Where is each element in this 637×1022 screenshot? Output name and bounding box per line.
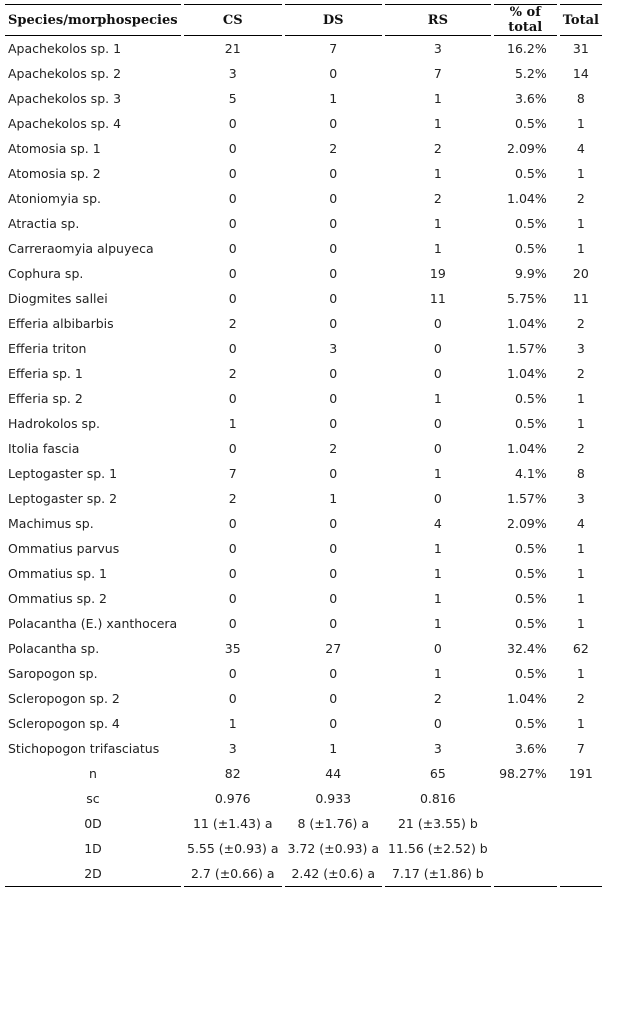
cell-species: Apachekolos sp. 2 <box>8 66 122 81</box>
cell-species: Ommatius parvus <box>8 541 120 556</box>
cell-rs: 7.17 (±1.86) b <box>385 861 491 887</box>
species-table <box>2 4 605 887</box>
cell-cs: 0 <box>228 291 237 306</box>
cell-ds: 0 <box>329 516 338 531</box>
cell-ds: 7 <box>329 41 338 56</box>
table-row <box>5 286 602 311</box>
cell-total: 2 <box>576 316 585 331</box>
cell-species: Scleropogon sp. 2 <box>8 691 120 706</box>
cell-species: Apachekolos sp. 3 <box>8 91 122 106</box>
cell-species: Carreraomyia alpuyeca <box>8 241 154 256</box>
table-row <box>5 436 602 461</box>
cell-species: Cophura sp. <box>8 266 84 281</box>
header-cs: CS <box>184 4 282 36</box>
cell-rs: 1 <box>433 241 442 256</box>
cell-rs: 0 <box>433 716 442 731</box>
cell-total: 1 <box>576 566 585 581</box>
cell-species: Efferia albibarbis <box>8 316 114 331</box>
cell-rs: 0.816 <box>419 791 456 806</box>
cell-cs: 0 <box>228 266 237 281</box>
cell-cs: 0 <box>228 116 237 131</box>
cell-total: 1 <box>576 616 585 631</box>
cell-ds: 0 <box>329 166 338 181</box>
cell-species: Hadrokolos sp. <box>8 416 100 431</box>
cell-species: Scleropogon sp. 4 <box>8 716 120 731</box>
cell-species: Efferia triton <box>8 341 87 356</box>
summary-row <box>5 761 602 786</box>
cell-total: 3 <box>576 341 585 356</box>
cell-cs: 82 <box>224 766 241 781</box>
cell-ds: 0 <box>329 366 338 381</box>
cell-total: 7 <box>576 741 585 756</box>
cell-ds: 0 <box>329 266 338 281</box>
header-species: Species/morphospecies <box>5 4 181 36</box>
cell-cs: 5 <box>228 91 237 106</box>
cell-cs: 0 <box>228 441 237 456</box>
cell-total: 191 <box>568 766 593 781</box>
cell-cs: 35 <box>224 641 241 656</box>
cell-rs: 1 <box>433 391 442 406</box>
cell-cs: 0 <box>228 241 237 256</box>
summary-row <box>5 811 602 836</box>
cell-cs: 0 <box>228 166 237 181</box>
cell-total: 62 <box>572 641 589 656</box>
cell-species: 1D <box>84 841 102 856</box>
cell-percent <box>494 811 557 836</box>
cell-percent: 1.57% <box>507 341 547 356</box>
cell-total <box>560 786 602 811</box>
cell-cs: 2 <box>228 491 237 506</box>
cell-species: Apachekolos sp. 4 <box>8 116 122 131</box>
cell-cs: 1 <box>228 416 237 431</box>
cell-rs: 1 <box>433 666 442 681</box>
summary-row <box>5 836 602 861</box>
cell-rs: 4 <box>433 516 442 531</box>
cell-species: Itolia fascia <box>8 441 80 456</box>
cell-percent: 5.75% <box>507 291 547 306</box>
cell-rs: 0 <box>433 416 442 431</box>
cell-cs: 1 <box>228 716 237 731</box>
cell-total: 1 <box>576 116 585 131</box>
cell-percent: 1.04% <box>507 441 547 456</box>
cell-species: 2D <box>5 861 181 887</box>
table-row <box>5 586 602 611</box>
table-row <box>5 36 602 61</box>
cell-cs: 0 <box>228 341 237 356</box>
cell-rs: 1 <box>433 541 442 556</box>
cell-species: Ommatius sp. 2 <box>8 591 107 606</box>
cell-species: Atoniomyia sp. <box>8 191 102 206</box>
cell-total: 1 <box>576 241 585 256</box>
cell-ds: 0 <box>329 116 338 131</box>
cell-rs: 2 <box>433 141 442 156</box>
cell-total: 2 <box>576 441 585 456</box>
table-row <box>5 161 602 186</box>
cell-species: Machimus sp. <box>8 516 94 531</box>
cell-ds: 2 <box>329 141 338 156</box>
cell-cs: 0 <box>228 391 237 406</box>
cell-rs: 0 <box>433 441 442 456</box>
cell-total: 31 <box>572 41 589 56</box>
header-rs: RS <box>385 4 491 36</box>
cell-cs: 7 <box>228 466 237 481</box>
header-ds: DS <box>285 4 383 36</box>
cell-ds: 3.72 (±0.93) a <box>287 841 379 856</box>
cell-ds: 0 <box>329 391 338 406</box>
cell-species: Atractia sp. <box>8 216 80 231</box>
cell-percent: 16.2% <box>507 41 547 56</box>
table-row <box>5 511 602 536</box>
cell-rs: 65 <box>429 766 446 781</box>
table-row <box>5 186 602 211</box>
cell-rs: 2 <box>433 691 442 706</box>
table-row <box>5 211 602 236</box>
cell-total: 14 <box>572 66 589 81</box>
cell-rs: 0 <box>433 341 442 356</box>
cell-rs: 1 <box>433 116 442 131</box>
cell-cs: 0.976 <box>214 791 251 806</box>
cell-rs: 11 <box>429 291 446 306</box>
cell-total: 4 <box>576 516 585 531</box>
cell-ds: 0 <box>329 191 338 206</box>
cell-cs: 0 <box>228 591 237 606</box>
cell-cs: 0 <box>228 516 237 531</box>
cell-percent: 0.5% <box>514 416 547 431</box>
cell-total: 11 <box>572 291 589 306</box>
table-row <box>5 336 602 361</box>
cell-rs: 1 <box>433 591 442 606</box>
cell-percent: 0.5% <box>514 566 547 581</box>
cell-ds: 2 <box>329 441 338 456</box>
cell-percent <box>494 836 557 861</box>
cell-species: Polacantha (E.) xanthocera <box>8 616 178 631</box>
table-row <box>5 261 602 286</box>
cell-species: Atomosia sp. 1 <box>8 141 101 156</box>
cell-species: Efferia sp. 1 <box>8 366 83 381</box>
cell-percent: 0.5% <box>514 391 547 406</box>
cell-species: Leptogaster sp. 2 <box>8 491 118 506</box>
cell-ds: 1 <box>329 491 338 506</box>
cell-ds: 0 <box>329 666 338 681</box>
cell-total: 3 <box>576 491 585 506</box>
cell-ds: 0 <box>329 316 338 331</box>
cell-percent: 0.5% <box>514 241 547 256</box>
cell-total: 2 <box>576 191 585 206</box>
cell-rs: 1 <box>433 166 442 181</box>
header-percent: % of total <box>494 4 557 36</box>
cell-cs: 0 <box>228 566 237 581</box>
cell-ds: 8 (±1.76) a <box>297 816 370 831</box>
cell-species: Saropogon sp. <box>8 666 98 681</box>
cell-percent: 0.5% <box>514 666 547 681</box>
cell-total: 8 <box>576 91 585 106</box>
cell-percent: 32.4% <box>507 641 547 656</box>
cell-cs: 0 <box>228 191 237 206</box>
cell-percent: 1.04% <box>507 316 547 331</box>
cell-total: 1 <box>576 666 585 681</box>
cell-rs: 3 <box>433 41 442 56</box>
cell-ds: 0 <box>329 716 338 731</box>
cell-total: 1 <box>576 166 585 181</box>
cell-cs: 5.55 (±0.93) a <box>187 841 279 856</box>
table-row <box>5 461 602 486</box>
table-row <box>5 86 602 111</box>
table-row <box>5 61 602 86</box>
table-row <box>5 661 602 686</box>
cell-percent: 5.2% <box>514 66 547 81</box>
cell-species: Efferia sp. 2 <box>8 391 83 406</box>
cell-ds: 0 <box>329 566 338 581</box>
cell-species: Stichopogon trifasciatus <box>8 741 160 756</box>
cell-percent: 4.1% <box>514 466 547 481</box>
header-row <box>5 4 602 36</box>
table-row <box>5 411 602 436</box>
cell-rs: 2 <box>433 191 442 206</box>
cell-percent: 3.6% <box>514 91 547 106</box>
cell-percent: 1.04% <box>507 191 547 206</box>
cell-ds: 0.933 <box>315 791 352 806</box>
table-row <box>5 111 602 136</box>
cell-total <box>560 861 602 887</box>
table-row <box>5 486 602 511</box>
cell-cs: 2.7 (±0.66) a <box>184 861 282 887</box>
table-row <box>5 736 602 761</box>
cell-ds: 0 <box>329 541 338 556</box>
cell-total: 1 <box>576 591 585 606</box>
cell-total: 1 <box>576 716 585 731</box>
cell-cs: 0 <box>228 616 237 631</box>
table-row <box>5 236 602 261</box>
cell-species: n <box>89 766 97 781</box>
cell-ds: 0 <box>329 616 338 631</box>
cell-cs: 0 <box>228 141 237 156</box>
cell-cs: 21 <box>224 41 241 56</box>
cell-percent: 1.04% <box>507 691 547 706</box>
cell-ds: 0 <box>329 291 338 306</box>
cell-rs: 11.56 (±2.52) b <box>388 841 488 856</box>
cell-species: Polacantha sp. <box>8 641 100 656</box>
cell-percent: 0.5% <box>514 616 547 631</box>
cell-species: Leptogaster sp. 1 <box>8 466 118 481</box>
cell-rs: 0 <box>433 491 442 506</box>
cell-ds: 1 <box>329 91 338 106</box>
table-row <box>5 686 602 711</box>
cell-percent: 0.5% <box>514 591 547 606</box>
cell-total: 1 <box>576 541 585 556</box>
table-row <box>5 536 602 561</box>
header-total: Total <box>560 4 602 36</box>
cell-percent: 1.57% <box>507 491 547 506</box>
cell-species: 0D <box>84 816 102 831</box>
cell-ds: 0 <box>329 216 338 231</box>
cell-cs: 0 <box>228 216 237 231</box>
cell-cs: 2 <box>228 366 237 381</box>
cell-ds: 2.42 (±0.6) a <box>285 861 383 887</box>
cell-rs: 1 <box>433 566 442 581</box>
cell-species: Apachekolos sp. 1 <box>8 41 122 56</box>
table-row <box>5 136 602 161</box>
cell-rs: 0 <box>433 641 442 656</box>
cell-ds: 0 <box>329 241 338 256</box>
cell-total: 8 <box>576 466 585 481</box>
cell-percent: 0.5% <box>514 716 547 731</box>
cell-ds: 0 <box>329 416 338 431</box>
cell-cs: 11 (±1.43) a <box>192 816 273 831</box>
cell-ds: 44 <box>325 766 342 781</box>
summary-row <box>5 786 602 811</box>
cell-rs: 3 <box>433 741 442 756</box>
cell-ds: 0 <box>329 66 338 81</box>
cell-ds: 3 <box>329 341 338 356</box>
cell-percent: 2.09% <box>507 141 547 156</box>
cell-rs: 1 <box>433 216 442 231</box>
cell-species: sc <box>86 791 100 806</box>
table-row <box>5 636 602 661</box>
cell-total: 20 <box>572 266 589 281</box>
cell-percent: 0.5% <box>514 216 547 231</box>
cell-total: 2 <box>576 691 585 706</box>
cell-percent <box>494 786 557 811</box>
cell-cs: 2 <box>228 316 237 331</box>
summary-row <box>5 861 602 887</box>
cell-cs: 3 <box>228 66 237 81</box>
cell-total: 1 <box>576 391 585 406</box>
cell-rs: 0 <box>433 316 442 331</box>
table-row <box>5 361 602 386</box>
table-row <box>5 611 602 636</box>
cell-rs: 1 <box>433 616 442 631</box>
cell-percent: 1.04% <box>507 366 547 381</box>
cell-ds: 0 <box>329 466 338 481</box>
cell-total <box>560 836 602 861</box>
cell-rs: 19 <box>429 266 446 281</box>
cell-cs: 0 <box>228 541 237 556</box>
cell-total <box>560 811 602 836</box>
cell-percent: 98.27% <box>499 766 547 781</box>
table-row <box>5 711 602 736</box>
cell-rs: 7 <box>433 66 442 81</box>
cell-species: Ommatius sp. 1 <box>8 566 107 581</box>
cell-ds: 27 <box>325 641 342 656</box>
cell-ds: 1 <box>329 741 338 756</box>
cell-percent: 0.5% <box>514 166 547 181</box>
table-row <box>5 561 602 586</box>
cell-total: 2 <box>576 366 585 381</box>
cell-percent: 0.5% <box>514 116 547 131</box>
cell-cs: 0 <box>228 691 237 706</box>
cell-total: 1 <box>576 416 585 431</box>
cell-percent: 0.5% <box>514 541 547 556</box>
table-row <box>5 386 602 411</box>
cell-rs: 1 <box>433 466 442 481</box>
cell-percent <box>494 861 557 887</box>
cell-rs: 21 (±3.55) b <box>397 816 478 831</box>
cell-ds: 0 <box>329 591 338 606</box>
cell-cs: 3 <box>228 741 237 756</box>
cell-species: Diogmites sallei <box>8 291 108 306</box>
cell-percent: 2.09% <box>507 516 547 531</box>
table-row <box>5 311 602 336</box>
cell-rs: 0 <box>433 366 442 381</box>
cell-percent: 3.6% <box>514 741 547 756</box>
cell-cs: 0 <box>228 666 237 681</box>
cell-percent: 9.9% <box>514 266 547 281</box>
cell-total: 4 <box>576 141 585 156</box>
cell-species: Atomosia sp. 2 <box>8 166 101 181</box>
cell-rs: 1 <box>433 91 442 106</box>
cell-total: 1 <box>576 216 585 231</box>
cell-ds: 0 <box>329 691 338 706</box>
